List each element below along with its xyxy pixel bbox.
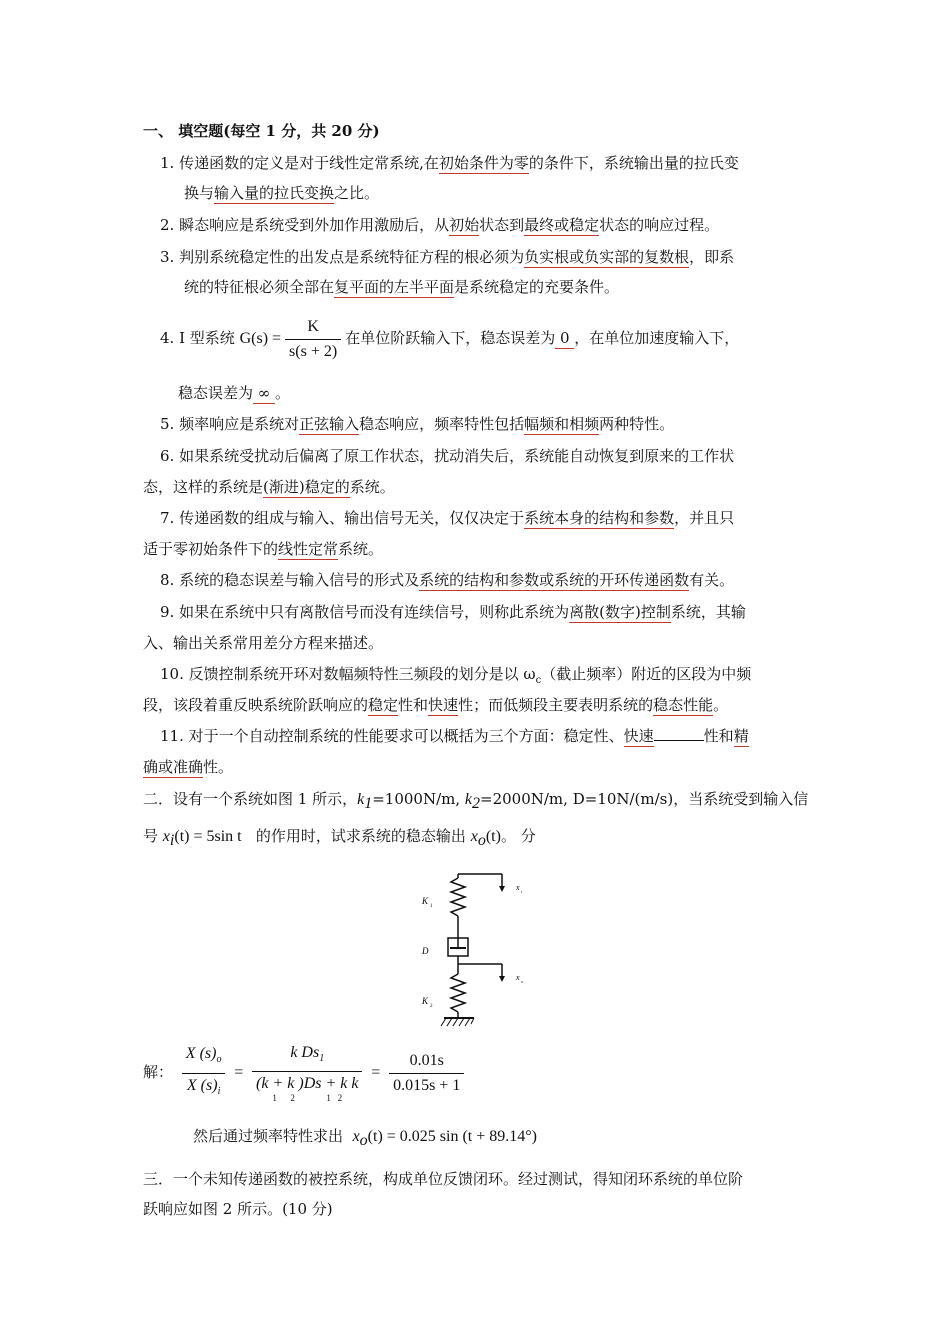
fraction [285,317,341,362]
text: ，并且只 [674,509,735,527]
text: (k + k )Ds + k k [256,1075,359,1093]
text: 态，这样的系统是 [143,478,264,496]
q7-line2 [143,539,383,559]
q1-line2 [184,183,379,203]
section3-line2: 跃响应如图 2 所示。(10 分) [143,1200,333,1218]
solution-label: 解： [143,1063,174,1081]
text: 系统的稳态误差与输入信号的形式及 [179,571,420,589]
answer: 初始条件为零 [438,154,529,172]
answer: 系统的结构和参数或系统的开环传递函数 [419,571,690,589]
lhs-denominator [182,1074,226,1102]
result-line [193,1126,537,1151]
text: 如果系统受扰动后偏离了原工作状态，扰动消失后，系统能自动恢复到原来的工作状 [179,447,735,465]
answer: 快速 [428,696,459,714]
solution-line: 解： $\frac{X (s)_o}{X (s)_i}$ = k $Ds_1$ (k + k )Ds + k k 1 2 1 2 = $\frac{0.01s}{0.015s + 1}$ [143,1042,468,1103]
subscript: o [359,1132,368,1149]
text: 两种特性。 [599,415,675,433]
text: 频率响应是系统对 [179,415,300,433]
text: ，在单位加速度输入下， [574,329,740,347]
subscript: c [535,675,542,686]
answer: 离散(数字)控制 [569,603,671,621]
text: ，即系 [689,248,735,266]
text: 传递函数的定义是对于线性定常系统,在 [179,154,439,172]
text: 系统，其输 [670,603,746,621]
label-k2-sub: 2 [430,1004,433,1009]
text: 之比。 [334,184,380,202]
text: 的作用时，试求系统的稳态输出 [255,827,466,845]
text: 传递函数的组成与输入、输出信号无关，仅仅决定于 [179,509,525,527]
text: 反馈控制系统开环对数幅频特性三频段的划分是以 ω [188,665,536,683]
section3-line1: 三．一个未知传递函数的被控系统，构成单位反馈闭环。经过测试，得知闭环系统的单位阶 [143,1170,744,1188]
text: 性。 [203,758,234,776]
result-formula: (t) = 0.025 sin (t + 89.14°) [367,1128,537,1145]
section2-line1 [143,789,808,814]
q9-line2 [143,633,383,653]
answer: 稳定 [368,696,399,714]
label-k1-sub: 1 [430,904,433,909]
q-number: 9. [160,603,175,621]
answer: 稳态性能 [653,696,714,714]
text: X (s) [185,1045,217,1063]
text: 。 [275,384,291,402]
blank [654,739,704,741]
text: 瞬态响应是系统受到外加作用激励后，从 [179,216,450,234]
label-xo: x [516,973,520,982]
answer: 快速 [623,727,654,745]
text: 。 分 [500,827,536,845]
text: 性和 [398,696,429,714]
q2-line [160,215,719,235]
rhs-numerator: 0.01s [389,1051,464,1074]
q8-line [160,570,734,590]
text: 状态到 [479,216,525,234]
answer: ∞ [253,384,276,402]
rhs-denominator: 0.015s + 1 [393,1076,461,1094]
subscript: o [477,832,486,849]
text: X (s) [186,1076,218,1094]
q4-line2 [178,383,290,403]
q-number: 2. [160,216,175,234]
subscript: 2 [472,795,481,812]
text: 二．设有一个系统如图 1 所示， [143,790,358,808]
formula-gs: G(s) = [239,330,282,347]
var-k1: k [357,791,365,808]
q-number: 7. [160,509,175,527]
answer: 负实根或负实部的复数根 [524,248,690,266]
q7-line1 [160,508,734,528]
q10-line1 [160,664,751,691]
text: =1000N/m, [372,790,461,808]
text: 如果在系统中只有离散信号而没有连续信号，则称此系统为 [179,603,570,621]
lhs-fraction [182,1044,226,1101]
label-k2: K [422,996,429,1006]
q6-line2 [143,477,395,497]
q-number: 5. [160,415,175,433]
text: I 型系统 [179,329,235,347]
answer: 初始 [449,216,480,234]
q10-line2 [143,695,728,715]
text: 系统。 [349,478,395,496]
var-xi: x [162,828,170,845]
mid-denominator [252,1072,362,1103]
label-xi: x [516,883,520,892]
text: 对于一个自动控制系统的性能要求可以概括为三个方面：稳定性、 [188,727,624,745]
text: 在单位阶跃输入下，稳态误差为 [345,329,556,347]
section2-line2 [143,826,536,851]
text: 判别系统稳定性的出发点是系统特征方程的根必须为 [179,248,525,266]
q3-line2 [184,277,619,297]
text: 性和 [703,727,734,745]
text: k Ds [290,1043,320,1061]
q-number: 8. [160,571,175,589]
answer: 精 [733,727,749,745]
answer: 输入量的拉氏变换 [214,184,335,202]
text: 的条件下，系统输出量的拉氏变 [528,154,739,172]
denominator: s(s + 2) [289,342,338,360]
lhs-numerator [182,1044,226,1073]
q6-line1 [160,446,734,466]
text: 稳态响应，频率特性包括 [359,415,525,433]
answer: 正弦输入 [299,415,360,433]
label-d: D [422,946,429,956]
q4-line1 [160,312,739,365]
answer: 最终或稳定 [524,216,600,234]
var-xo: x [352,1128,360,1145]
answer: 0 [555,329,575,347]
text: 性；而低频段主要表明系统的 [458,696,654,714]
text: 稳态误差为 [178,384,254,402]
text: 统的特征根必须全部在 [184,278,335,296]
text: 状态的响应过程。 [599,216,720,234]
text: =2000N/m, D=10N/(m/s)，当系统受到输入信 [480,790,809,808]
label-xo-sub: o [521,979,523,984]
section1-header: 一、 填空题(每空 1 分，共 20 分) [143,122,380,140]
mid-numerator [252,1043,362,1072]
rhs-fraction [389,1051,464,1096]
answer: 复平面的左半平面 [334,278,455,296]
q11-line1 [160,726,749,746]
q-number: 4. [160,329,175,347]
answer: 线性定常 [278,540,339,558]
q1-line1 [160,153,739,173]
text: 换与 [184,184,215,202]
subscripts: 1 2 1 2 [272,1093,343,1104]
q3-line1 [160,247,734,267]
spring-damper-figure [416,866,536,1038]
q5-line [160,414,674,434]
label-xi-sub: i [521,889,523,894]
q9-line1 [160,602,746,622]
mid-fraction [252,1043,362,1103]
q11-line2 [143,757,233,777]
subscript: 1 [319,1053,325,1065]
label-k1: K [422,896,429,906]
answer: (渐进)稳定的 [263,478,350,496]
text: 是系统稳定的充要条件。 [454,278,620,296]
text: 号 [143,827,159,845]
answer: 系统本身的结构和参数 [524,509,675,527]
q-number: 6. [160,447,175,465]
q-number: 3. [160,248,175,266]
text: 入、输出关系常用差分方程来描述。 [143,634,384,652]
text: 适于零初始条件下的 [143,540,279,558]
q-number: 1. [160,154,175,172]
formula: (t) = 5sin t [174,828,242,845]
text: （截止频率）附近的区段为中频 [541,665,752,683]
answer: 确或准确 [143,758,204,776]
q-number: 10. [160,665,184,683]
text: 然后通过频率特性求出 [193,1127,344,1145]
answer: 幅频和相频 [524,415,600,433]
var-k2: k [464,791,473,808]
subscript: i [169,832,175,849]
text: 段，该段着重反映系统阶跃响应的 [143,696,369,714]
text: 。 [713,696,729,714]
q-number: 11. [160,727,184,745]
subscript: o [216,1054,222,1066]
formula: (t) [485,828,501,845]
numerator: K [285,317,341,340]
var-xo: x [470,828,478,845]
subscript: i [217,1085,221,1097]
text: 系统。 [338,540,384,558]
subscript: 1 [364,795,373,812]
text: 有关。 [689,571,735,589]
